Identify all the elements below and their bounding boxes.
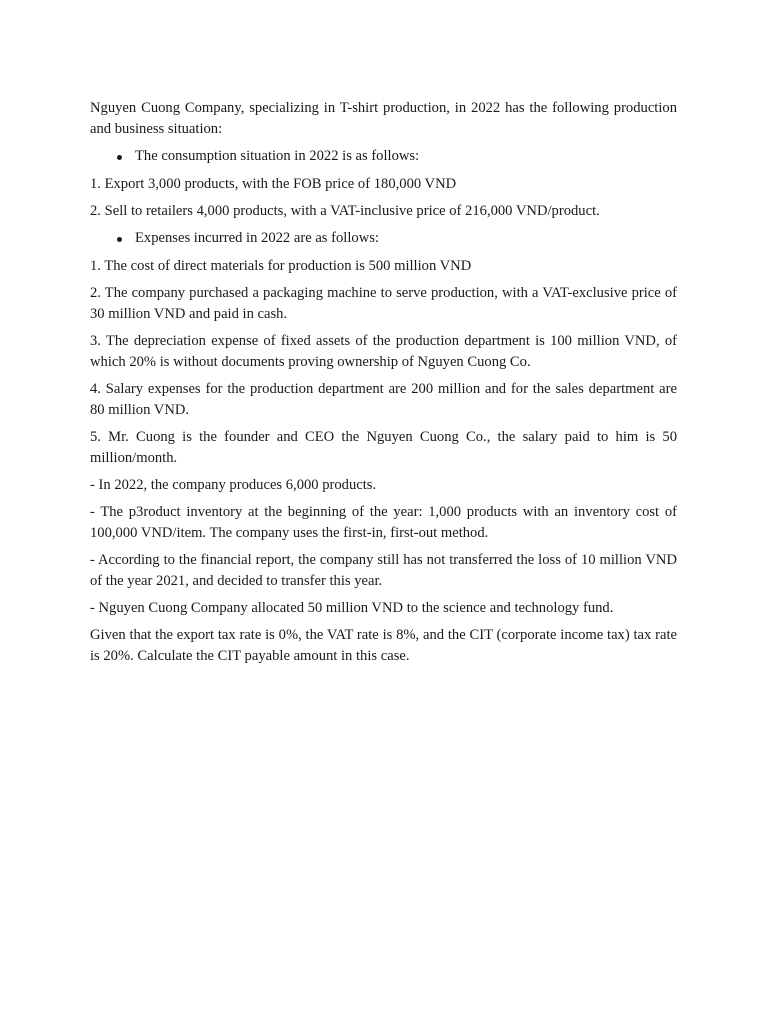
bullet-icon bbox=[117, 155, 122, 160]
expense-item: 1. The cost of direct materials for production is 500 million VND bbox=[90, 258, 472, 274]
expense-item: 3. The depreciation expense of fixed assets of the production department is 100 million VND, of which 20% is without documents proving ownership of Nguyen Cuong Co. bbox=[90, 333, 677, 370]
expense-item: 2. The company purchased a packaging machine to serve production, with a VAT-exclusive price of 30 million VND and paid in cash. bbox=[90, 285, 677, 322]
note-item: - Nguyen Cuong Company allocated 50 million VND to the science and technology fund. bbox=[90, 600, 614, 616]
note-item: - In 2022, the company produces 6,000 products. bbox=[90, 477, 377, 493]
bullet-item-consumption bbox=[90, 146, 677, 167]
bullet-icon bbox=[117, 237, 122, 242]
consumption-item: 2. Sell to retailers 4,000 products, with a VAT-inclusive price of 216,000 VND/product. bbox=[90, 203, 600, 219]
note-item: - The p3roduct inventory at the beginning of the year: 1,000 products with an inventory cost of 100,000 VND/item. The company uses the first-in, first-out method. bbox=[90, 504, 677, 541]
consumption-item: 1. Export 3,000 products, with the FOB price of 180,000 VND bbox=[90, 176, 457, 192]
note-item: - According to the financial report, the company still has not transferred the loss of 10 million VND of the year 2021, and decided to transfer this year. bbox=[90, 552, 677, 589]
document-page bbox=[90, 98, 677, 673]
intro-paragraph: Nguyen Cuong Company, specializing in T-shirt production, in 2022 has the following production and business situation: bbox=[90, 100, 677, 137]
question-paragraph: Given that the export tax rate is 0%, the VAT rate is 8%, and the CIT (corporate income tax) tax rate is 20%. Calculate the CIT payable amount in this case. bbox=[90, 627, 677, 664]
expense-item: 5. Mr. Cuong is the founder and CEO the Nguyen Cuong Co., the salary paid to him is 50 million/month. bbox=[90, 429, 677, 466]
bullet-item-expenses bbox=[90, 228, 677, 249]
expense-item: 4. Salary expenses for the production department are 200 million and for the sales department are 80 million VND. bbox=[90, 381, 677, 418]
bullet-text: Expenses incurred in 2022 are as follows: bbox=[135, 230, 379, 246]
bullet-text: The consumption situation in 2022 is as follows: bbox=[135, 148, 420, 164]
